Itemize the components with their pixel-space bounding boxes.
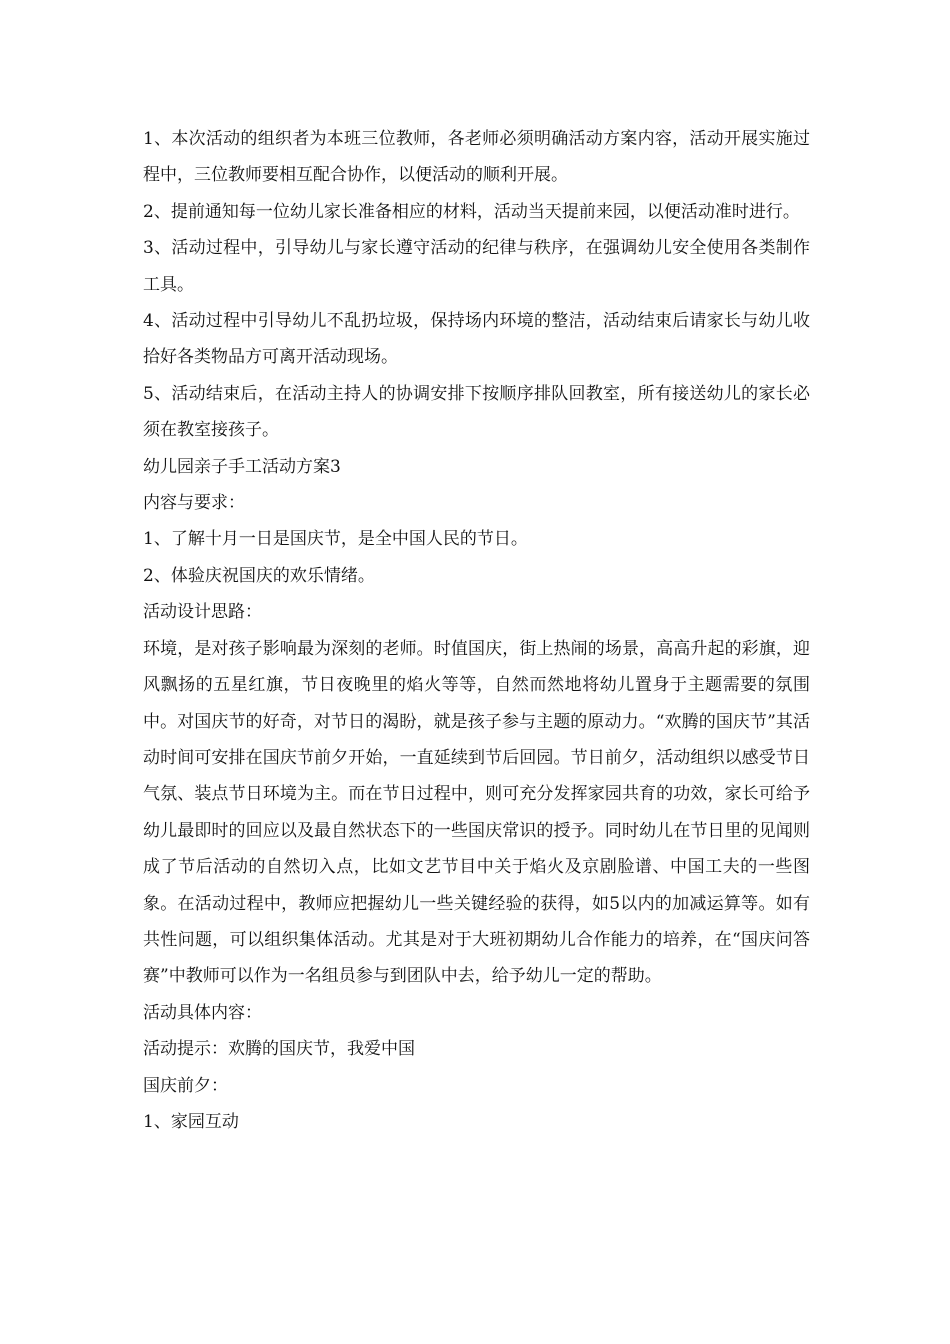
paragraph-activity-tip: 活动提示：欢腾的国庆节，我爱中国 bbox=[143, 1039, 415, 1060]
paragraph-goal-1: 1、了解十月一日是国庆节，是全中国人民的节日。 bbox=[143, 529, 528, 550]
paragraph-requirement-4: 4、活动过程中引导幼儿不乱扔垃圾，保持场内环境的整洁，活动结束后请家长与幼儿收拾好各类物品方可离开活动现场。 bbox=[143, 311, 810, 368]
heading-content-requirements: 内容与要求： bbox=[143, 493, 245, 514]
paragraph-requirement-2: 2、提前通知每一位幼儿家长准备相应的材料，活动当天提前来园，以便活动准时进行。 bbox=[143, 201, 800, 222]
paragraph-requirement-5: 5、活动结束后，在活动主持人的协调安排下按顺序排队回教室，所有接送幼儿的家长必须在教室接孩子。 bbox=[143, 383, 810, 441]
paragraph-home-interaction: 1、家园互动 bbox=[143, 1111, 239, 1132]
section-title: 幼儿园亲子手工活动方案3 bbox=[143, 456, 341, 477]
heading-design-thoughts: 活动设计思路： bbox=[143, 602, 262, 623]
document-page bbox=[143, 121, 810, 1140]
paragraph-requirement-3: 3、活动过程中，引导幼儿与家长遵守活动的纪律与秩序，在强调幼儿安全使用各类制作工具。 bbox=[143, 238, 810, 295]
paragraph-goal-2: 2、体验庆祝国庆的欢乐情绪。 bbox=[143, 565, 375, 586]
heading-activity-content: 活动具体内容： bbox=[143, 1002, 262, 1023]
paragraph-requirement-1: 1、本次活动的组织者为本班三位教师，各老师必须明确活动方案内容，活动开展实施过程中，三位教师要相互配合协作，以便活动的顺利开展。 bbox=[143, 129, 810, 186]
paragraph-design-body: 环境，是对孩子影响最为深刻的老师。时值国庆，街上热闹的场景，高高升起的彩旗，迎风飘扬的五星红旗，节日夜晚里的焰火等等，自然而然地将幼儿置身于主题需要的氛围中。对国庆节的好奇，对节日的渴盼，就是孩子参与主题的原动力。“欢腾的国庆节”其活动时间可安排在国庆节前夕开始，一直延续到节后回园。节日前夕，活动组织以感受节日气氛、装点节日环境为主。而在节日过程中，则可充分发挥家园共育的功效，家长可给予幼儿最即时的回应以及最自然状态下的一些国庆常识的授予。同时幼儿在节日里的见闻则成了节后活动的自然切入点，比如文艺节目中关于焰火及京剧脸谱、中国工夫的一些图象。在活动过程中，教师应把握幼儿一些关键经验的获得，如5以内的加减运算等。如有共性问题，可以组织集体活动。尤其是对于大班初期幼儿合作能力的培养，在“国庆问答赛”中教师可以作为一名组员参与到团队中去，给予幼儿一定的帮助。 bbox=[143, 638, 810, 987]
heading-national-day-eve: 国庆前夕： bbox=[143, 1075, 228, 1096]
